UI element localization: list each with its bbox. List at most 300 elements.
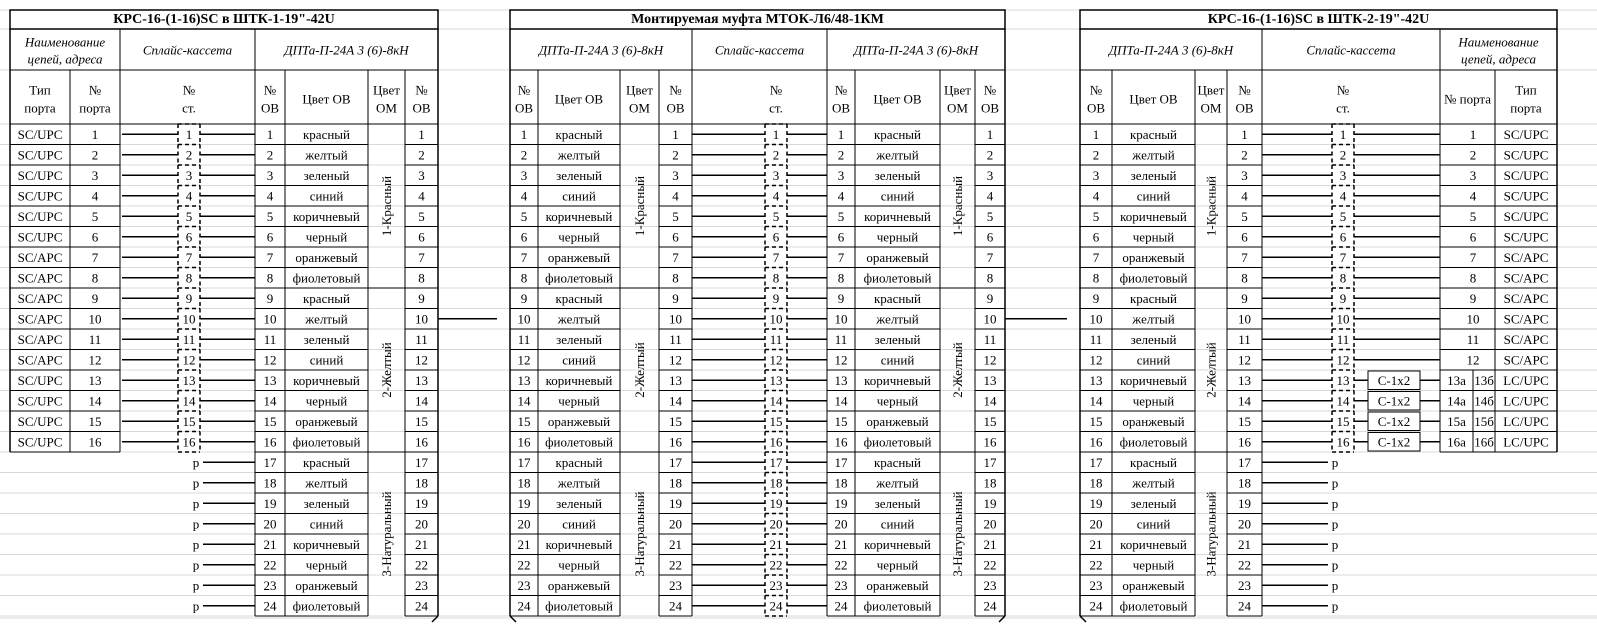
middle-right-fiber-color: черный [876,393,919,409]
right-split-port-type: LC/UPC [1503,413,1549,429]
middle-right-fiber-num-om: 10 [983,311,997,327]
middle-st-num: 8 [772,270,780,286]
left-hdr-ov2: № [415,82,428,98]
middle-st-num: 19 [769,495,783,511]
middle-left-fiber-num: 15 [517,413,531,429]
right-fiber-color: оранжевый [1122,577,1185,593]
middle-left-fiber-num-om: 1 [672,126,679,142]
right-split-port-type: LC/UPC [1503,434,1549,450]
middle-left-fiber-color: коричневый [545,208,613,224]
middle-left-fiber-color: черный [558,557,600,573]
left-hdr-names: Наименование [24,34,106,50]
middle-st-num: 22 [769,557,783,573]
left-st-num: 1 [185,126,193,142]
right-port-type: SC/UPC [1503,229,1549,245]
left-reserve-mark: р [192,536,200,552]
left-fiber-num: 7 [266,249,274,265]
middle-left-fiber-num-om: 22 [669,557,682,573]
left-st-num: 16 [182,434,196,450]
right-port-num: 11 [1466,331,1480,347]
right-port-num: 7 [1469,249,1477,265]
left-st-num: 13 [182,372,196,388]
left-fiber-num: 12 [263,352,277,368]
right-split-port-type: LC/UPC [1503,372,1549,388]
left-fiber-num: 5 [266,208,274,224]
left-fiber-num-om: 17 [415,454,428,470]
middle-left-fiber-num-om: 6 [672,229,679,245]
middle-left-module-label: 2-Желтый [632,342,647,398]
left-fiber-color: фиолетовый [292,434,361,450]
left-st-num: 14 [182,393,196,409]
middle-left-hdr-ov: ОВ [514,100,534,116]
left-fiber-num: 24 [263,598,277,614]
middle-left-fiber-color: оранжевый [547,413,611,429]
middle-right-fiber-num: 1 [837,126,845,142]
right-splitter-label: С-1х2 [1377,434,1411,450]
middle-st-num: 7 [772,249,780,265]
right-st-num: 11 [1336,331,1350,347]
right-port-type: SC/UPC [1503,126,1549,142]
left-hdr-splice: Сплайс-кассета [142,42,233,58]
left-port-num: 14 [88,393,102,409]
right-fiber-color: зеленый [1130,331,1177,347]
right-fiber-num-om: 1 [1241,126,1248,142]
middle-left-hdr-color: Цвет ОВ [554,91,604,107]
middle-right-fiber-num: 7 [837,249,845,265]
right-hdr-color: Цвет ОВ [1129,91,1178,107]
right-port-type: SC/UPC [1503,167,1549,183]
right-fiber-color: синий [1136,516,1171,532]
left-reserve-mark: р [192,495,200,511]
middle-left-fiber-num: 21 [517,536,531,552]
right-port-type: SC/APC [1503,270,1549,286]
middle-st-num: 4 [772,188,780,204]
middle-left-fiber-color: оранжевый [547,249,611,265]
right-fiber-num-om: 12 [1238,352,1251,368]
right-module-label: 3-Натуральный [1203,491,1219,577]
right-fiber-num-om: 15 [1238,413,1251,429]
right-split-port-b: 15б [1474,413,1494,429]
left-fiber-num-om: 24 [415,598,428,614]
middle-right-fiber-num-om: 22 [983,557,997,573]
middle-left-fiber-num-om: 11 [669,331,682,347]
left-port-num: 13 [88,372,102,388]
left-port-type: SC/UPC [17,188,63,204]
left-fiber-num-om: 5 [418,208,425,224]
middle-left-fiber-num: 16 [517,434,531,450]
middle-left-fiber-num: 3 [520,167,528,183]
right-fiber-num-om: 24 [1238,598,1251,614]
middle-left-fiber-color: черный [558,393,600,409]
middle-right-fiber-color: черный [876,229,919,245]
right-title: КРС-16-(1-16)SC в ШТК-2-19"-42U [1207,12,1430,27]
right-reserve-mark: р [1331,577,1339,593]
middle-left-fiber-num-om: 15 [669,413,682,429]
middle-right-fiber-color: синий [880,188,915,204]
right-fiber-num: 3 [1092,167,1100,183]
middle-right-fiber-num-om: 8 [986,270,994,286]
right-fiber-num-om: 9 [1241,290,1248,306]
left-fiber-num: 14 [263,393,277,409]
left-fiber-color: оранжевый [295,577,358,593]
left-port-type: SC/UPC [17,434,63,450]
right-col-type: Тип [1515,82,1537,98]
right-fiber-num: 15 [1089,413,1103,429]
left-title: КРС-16-(1-16)SC в ШТК-1-19"-42U [113,12,335,27]
right-fiber-num-om: 21 [1238,536,1251,552]
left-fiber-color: коричневый [293,208,360,224]
left-fiber-num: 9 [266,290,274,306]
right-split-port-b: 13б [1474,372,1494,388]
middle-left-hdr-om: ОМ [629,100,650,116]
right-fiber-num: 4 [1092,188,1100,204]
left-fiber-num-om: 3 [418,167,425,183]
left-fiber-num-om: 7 [418,249,425,265]
right-col-type: порта [1510,100,1542,116]
right-port-type: SC/APC [1503,331,1549,347]
right-reserve-mark: р [1331,475,1339,491]
left-fiber-num-om: 19 [415,495,428,511]
right-fiber-color: желтый [1132,147,1175,163]
right-fiber-num: 11 [1089,331,1103,347]
right-hdr-ov2: ОВ [1235,100,1254,116]
diagram-content [10,10,1557,622]
middle-left-fiber-num: 17 [517,454,531,470]
left-fiber-num-om: 4 [418,188,425,204]
middle-right-fiber-color: фиолетовый [863,270,932,286]
middle-st-num: 21 [769,536,783,552]
middle-right-fiber-color: фиолетовый [863,434,932,450]
left-st-num: 8 [185,270,193,286]
left-module-label: 3-Натуральный [379,491,394,577]
left-reserve-mark: р [192,577,200,593]
right-fiber-num-om: 13 [1238,372,1251,388]
right-st-num: 15 [1336,413,1350,429]
middle-left-fiber-color: синий [562,516,596,532]
left-fiber-num: 2 [266,147,274,163]
right-fiber-num-om: 18 [1238,475,1251,491]
middle-left-fiber-num-om: 9 [672,290,679,306]
left-fiber-num-om: 15 [415,413,428,429]
middle-right-fiber-num-om: 3 [986,167,994,183]
right-port-num: 10 [1466,311,1480,327]
right-reserve-mark: р [1331,495,1339,511]
left-reserve-mark: р [192,454,200,470]
right-fiber-color: фиолетовый [1119,598,1188,614]
middle-left-fiber-num: 14 [517,393,531,409]
left-fiber-num: 13 [263,372,277,388]
left-fiber-num: 8 [266,270,274,286]
middle-right-module-label: 2-Желтый [950,342,965,398]
left-port-type: SC/UPC [17,147,63,163]
middle-right-module-label: 3-Натуральный [950,491,965,577]
middle-left-fiber-color: коричневый [545,372,613,388]
left-fiber-num-om: 1 [418,126,425,142]
middle-st-num: 2 [772,147,780,163]
left-fiber-num-om: 12 [415,352,428,368]
left-port-type: SC/UPC [17,393,63,409]
middle-right-fiber-color: коричневый [864,208,931,224]
right-fiber-num-om: 2 [1241,147,1248,163]
middle-left-fiber-num: 7 [520,249,528,265]
middle-right-fiber-color: черный [876,557,919,573]
right-port-type: SC/UPC [1503,208,1549,224]
right-reserve-mark: р [1331,536,1339,552]
middle-right-fiber-num-om: 19 [983,495,997,511]
middle-left-fiber-num-om: 23 [669,577,682,593]
left-fiber-color: фиолетовый [292,598,361,614]
middle-right-fiber-color: синий [880,516,915,532]
middle-left-fiber-num: 5 [520,208,528,224]
right-fiber-num: 18 [1089,475,1103,491]
right-port-num: 8 [1469,270,1477,286]
left-fiber-color: желтый [305,147,348,163]
middle-st-num: 9 [772,290,780,306]
middle-left-fiber-num: 11 [517,331,531,347]
middle-right-fiber-color: фиолетовый [863,598,932,614]
right-fiber-num: 6 [1092,229,1100,245]
left-frame-curl [432,616,438,622]
left-fiber-num-om: 23 [415,577,428,593]
left-fiber-num: 20 [263,516,277,532]
middle-left-fiber-num: 4 [520,188,528,204]
right-splitter-label: С-1х2 [1377,413,1411,429]
left-fiber-num: 17 [263,454,277,470]
middle-frame-curl [999,616,1005,622]
left-fiber-color: красный [302,454,351,470]
middle-left-fiber-num-om: 2 [672,147,679,163]
middle-right-fiber-color: оранжевый [866,249,929,265]
right-fiber-num: 20 [1089,516,1103,532]
left-port-type: SC/APC [17,270,63,286]
middle-right-fiber-num-om: 5 [986,208,994,224]
right-fiber-num-om: 14 [1238,393,1251,409]
right-fiber-num: 21 [1089,536,1103,552]
left-fiber-num: 11 [263,331,277,347]
middle-right-fiber-num: 2 [837,147,845,163]
middle-col-st: № [769,82,783,98]
left-fiber-num-om: 22 [415,557,428,573]
left-fiber-color: синий [309,516,344,532]
left-fiber-color: красный [302,290,351,306]
middle-left-fiber-num-om: 8 [672,270,679,286]
middle-left-fiber-num-om: 4 [672,188,679,204]
right-fiber-color: красный [1129,454,1178,470]
left-fiber-num-om: 8 [418,270,425,286]
middle-right-fiber-num: 13 [834,372,848,388]
middle-left-fiber-num: 10 [517,311,531,327]
middle-left-fiber-num-om: 14 [669,393,682,409]
middle-left-fiber-num-om: 16 [669,434,682,450]
right-fiber-num-om: 7 [1241,249,1248,265]
middle-st-num: 3 [772,167,780,183]
middle-st-num: 17 [769,454,783,470]
left-fiber-color: коричневый [293,536,360,552]
middle-right-fiber-num-om: 1 [986,126,994,142]
middle-right-fiber-num-om: 9 [986,290,994,306]
right-fiber-num: 1 [1092,126,1100,142]
right-fiber-color: красный [1129,290,1178,306]
left-port-type: SC/UPC [17,126,63,142]
right-fiber-color: черный [1132,557,1175,573]
left-hdr-cable: ДПТа-П-24А 3 (6)-8кН [284,42,409,58]
right-reserve-mark: р [1331,454,1339,470]
middle-left-fiber-num-om: 24 [669,598,682,614]
left-fiber-color: коричневый [293,372,360,388]
middle-left-fiber-num-om: 3 [672,167,679,183]
left-fiber-num: 10 [263,311,277,327]
middle-right-fiber-num-om: 24 [983,598,997,614]
left-hdr-ov2: ОВ [412,100,431,116]
left-port-type: SC/UPC [17,208,63,224]
right-port-num: 1 [1469,126,1477,142]
right-st-num: 8 [1339,270,1347,286]
middle-right-fiber-num: 16 [834,434,848,450]
right-fiber-num: 14 [1089,393,1103,409]
right-fiber-num-om: 5 [1241,208,1248,224]
middle-right-fiber-num: 4 [837,188,845,204]
left-fiber-color: черный [305,393,348,409]
right-fiber-num: 19 [1089,495,1103,511]
right-fiber-color: зеленый [1130,495,1177,511]
left-fiber-color: оранжевый [295,413,358,429]
middle-right-fiber-num-om: 6 [986,229,994,245]
right-fiber-color: зеленый [1130,167,1177,183]
middle-left-fiber-color: фиолетовый [545,270,613,286]
middle-st-num: 6 [772,229,780,245]
middle-right-fiber-num: 9 [837,290,845,306]
middle-right-fiber-color: зеленый [874,331,921,347]
middle-st-num: 5 [772,208,780,224]
middle-left-fiber-num-om: 21 [669,536,682,552]
left-hdr-color: Цвет ОВ [302,91,351,107]
right-hdr-names: Наименование [1458,34,1539,50]
middle-st-num: 18 [769,475,783,491]
right-fiber-color: коричневый [1120,536,1187,552]
middle-left-fiber-num-om: 18 [669,475,682,491]
right-fiber-num: 13 [1089,372,1103,388]
left-port-num: 11 [88,331,102,347]
middle-left-fiber-color: фиолетовый [545,598,613,614]
left-fiber-color: зеленый [303,495,350,511]
left-port-num: 7 [91,249,99,265]
left-col-type: порта [24,100,56,116]
middle-hdr-cable-right: ДПТа-П-24А 3 (6)-8кН [853,42,979,58]
right-module-label: 2-Желтый [1203,342,1219,398]
middle-left-fiber-num: 1 [520,126,528,142]
left-port-num: 12 [88,352,102,368]
left-port-num: 8 [91,270,99,286]
left-col-st: № [182,82,196,98]
middle-left-fiber-num-om: 19 [669,495,682,511]
left-reserve-mark: р [192,598,200,614]
left-fiber-color: синий [309,188,344,204]
left-port-num: 6 [91,229,99,245]
right-st-num: 2 [1339,147,1347,163]
right-fiber-color: красный [1129,126,1178,142]
right-hdr-om: Цвет [1197,82,1225,98]
left-fiber-num: 15 [263,413,277,429]
left-module-label: 1-Красный [379,175,394,237]
middle-left-fiber-num: 22 [517,557,531,573]
middle-left-fiber-color: желтый [557,311,601,327]
middle-right-fiber-color: оранжевый [866,413,929,429]
middle-left-fiber-color: желтый [557,147,601,163]
left-fiber-color: черный [305,229,348,245]
right-splitter-label: С-1х2 [1377,393,1411,409]
middle-right-fiber-num: 3 [837,167,845,183]
left-hdr-om: Цвет [373,82,400,98]
left-port-num: 15 [88,413,102,429]
right-split-port-b: 16б [1474,434,1494,450]
left-fiber-num-om: 18 [415,475,428,491]
right-st-num: 5 [1339,208,1347,224]
right-fiber-color: черный [1132,229,1175,245]
right-hdr-ov: ОВ [1086,100,1106,116]
middle-left-fiber-color: коричневый [545,536,613,552]
right-fiber-num: 16 [1089,434,1103,450]
middle-st-num: 1 [772,126,780,142]
middle-right-hdr-ov2: № [983,82,997,98]
middle-right-fiber-num: 8 [837,270,845,286]
middle-left-module-label: 3-Натуральный [632,491,647,577]
left-port-num: 5 [91,208,99,224]
right-fiber-color: фиолетовый [1119,270,1188,286]
middle-right-fiber-color: зеленый [874,495,921,511]
left-fiber-num-om: 11 [415,331,428,347]
right-port-num: 3 [1469,167,1477,183]
middle-left-fiber-num-om: 17 [669,454,682,470]
middle-right-fiber-color: красный [873,290,922,306]
left-module-label: 2-Желтый [379,342,394,398]
middle-st-num: 10 [769,311,783,327]
middle-title: Монтируемая муфта МТОК-Л6/48-1КМ [631,12,884,27]
right-fiber-num-om: 10 [1238,311,1251,327]
right-col-st: № [1336,82,1350,98]
middle-left-fiber-num-om: 10 [669,311,682,327]
right-port-type: SC/APC [1503,352,1549,368]
middle-left-fiber-color: зеленый [556,331,602,347]
right-st-num: 7 [1339,249,1347,265]
right-fiber-color: оранжевый [1122,249,1185,265]
middle-right-hdr-om: Цвет [944,82,971,98]
spreadsheet-grid [0,10,1597,618]
middle-left-fiber-num-om: 7 [672,249,679,265]
right-port-num: 2 [1469,147,1477,163]
left-fiber-num-om: 9 [418,290,425,306]
left-fiber-num-om: 13 [415,372,428,388]
right-fiber-num-om: 3 [1241,167,1248,183]
left-fiber-num: 18 [263,475,277,491]
right-hdr-names: цепей, адреса [1461,51,1536,67]
middle-right-fiber-num-om: 18 [983,475,997,491]
left-fiber-num-om: 14 [415,393,428,409]
right-port-type: SC/UPC [1503,188,1549,204]
left-port-num: 4 [91,188,99,204]
right-port-num: 12 [1466,352,1480,368]
middle-right-fiber-num-om: 21 [983,536,997,552]
left-col-port: № [88,82,102,98]
middle-right-fiber-num-om: 20 [983,516,997,532]
middle-right-fiber-num: 22 [834,557,848,573]
left-st-num: 6 [185,229,193,245]
right-fiber-num-om: 22 [1238,557,1251,573]
left-fiber-color: желтый [305,311,348,327]
right-port-type: SC/UPC [1503,147,1549,163]
right-fiber-num: 7 [1092,249,1100,265]
middle-left-fiber-num-om: 12 [669,352,682,368]
left-port-type: SC/UPC [17,229,63,245]
